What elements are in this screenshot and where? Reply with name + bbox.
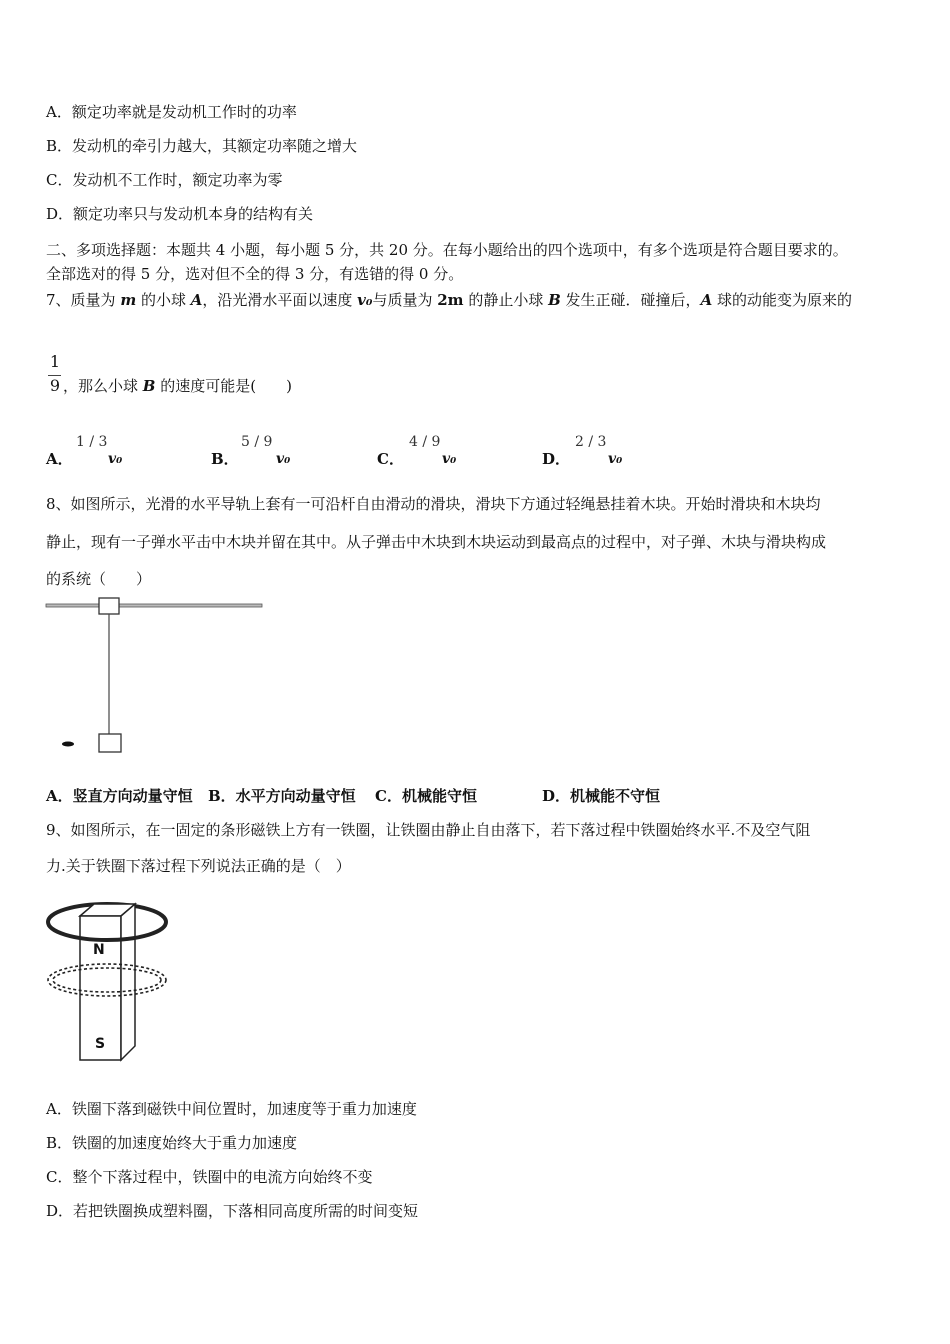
section2-line1: 二、多项选择题：本题共 4 小题，每小题 5 分，共 20 分。在每小题给出的四个选项中，有多个选项是符合题目要求的。 (46, 241, 848, 259)
q6-option-a: A．额定功率就是发动机工作时的功率 (46, 103, 297, 121)
q7-option-b-v0: v₀ (276, 451, 291, 467)
q9-line2: 力.关于铁圈下落过程下列说法正确的是（ ） (46, 857, 351, 875)
q7-fraction-numerator: 1 (49, 352, 61, 371)
q8-option-d: D．机械能不守恒 (542, 787, 661, 805)
q7-option-d-label: D． (542, 450, 571, 468)
q7-option-a-v0: v₀ (108, 451, 123, 467)
q7-option-a-fraction: 1 / 3 (76, 434, 108, 450)
q7-option-b-label: B． (211, 450, 239, 468)
q7-option-c-fraction: 4 / 9 (409, 434, 441, 450)
q7-stem: 7、质量为 m 的小球 A，沿光滑水平面以速度 v₀与质量为 2m 的静止小球 B 发生正碰．碰撞后，A 球的动能变为原来的 (46, 291, 852, 309)
q9-option-a: A．铁圈下落到磁铁中间位置时，加速度等于重力加速度 (46, 1100, 417, 1118)
q7-option-c-label: C． (377, 450, 404, 468)
magnet-s-label: S (95, 1036, 106, 1052)
q9-figure (44, 896, 174, 1066)
q7-option-d-fraction: 2 / 3 (575, 434, 607, 450)
q9-line1: 9、如图所示，在一固定的条形磁铁上方有一铁圈，让铁圈由静止自由落下，若下落过程中铁圈始终水平.不及空气阻 (46, 821, 811, 839)
q8-line3: 的系统（ ） (46, 570, 152, 588)
q6-option-c: C．发动机不工作时，额定功率为零 (46, 171, 283, 189)
q7-question: ，那么小球 B 的速度可能是( ) (63, 377, 292, 395)
magnet-n-label: N (93, 942, 105, 958)
q7-option-b-fraction: 5 / 9 (241, 434, 273, 450)
q7-option-a-label: A． (46, 450, 73, 468)
section2-line2: 全部选对的得 5 分，选对但不全的得 3 分，有选错的得 0 分。 (46, 265, 464, 283)
q9-option-d: D．若把铁圈换成塑料圈，下落相同高度所需的时间变短 (46, 1202, 419, 1220)
q7-option-d-v0: v₀ (608, 451, 623, 467)
q9-option-b: B．铁圈的加速度始终大于重力加速度 (46, 1134, 298, 1152)
q8-option-b: B．水平方向动量守恒 (208, 787, 356, 805)
q6-option-b: B．发动机的牵引力越大，其额定功率随之增大 (46, 137, 358, 155)
q8-line1: 8、如图所示，光滑的水平导轨上套有一可沿杆自由滑动的滑块，滑块下方通过轻绳悬挂着木块。开始时滑块和木块均 (46, 495, 821, 513)
q8-option-a: A．竖直方向动量守恒 (46, 787, 193, 805)
q7-fraction-denominator: 9 (49, 376, 61, 395)
q7-option-c-v0: v₀ (442, 451, 457, 467)
q6-option-d: D．额定功率只与发动机本身的结构有关 (46, 205, 314, 223)
q8-figure (40, 592, 270, 762)
q8-line2: 静止，现有一子弹水平击中木块并留在其中。从子弹击中木块到木块运动到最高点的过程中，对子弹、木块与滑块构成 (46, 533, 827, 551)
q9-option-c: C．整个下落过程中，铁圈中的电流方向始终不变 (46, 1168, 373, 1186)
q8-option-c: C．机械能守恒 (375, 787, 477, 805)
